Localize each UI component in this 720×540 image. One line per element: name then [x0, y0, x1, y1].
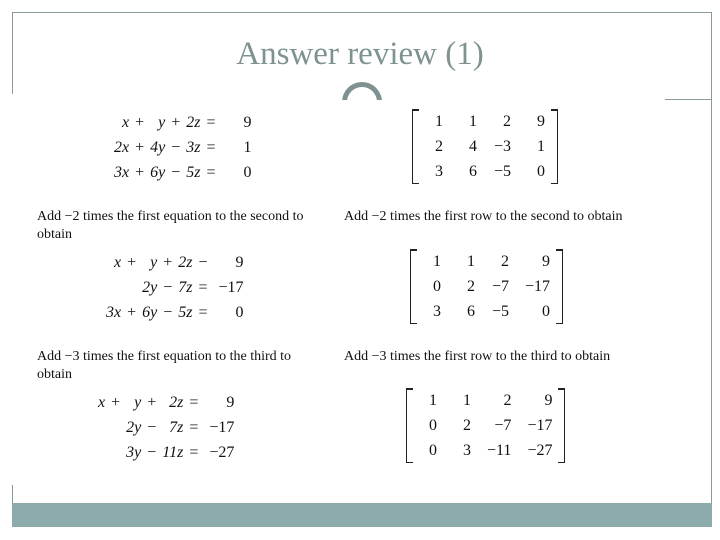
- equation-term: =: [206, 138, 216, 156]
- augmented-matrix: [410, 249, 563, 324]
- equation-term: 6y: [142, 303, 158, 321]
- matrix-entry: 2: [463, 416, 471, 434]
- equation-system: [104, 250, 246, 325]
- equation-term: x: [98, 393, 106, 411]
- matrix-entry: −27: [527, 441, 553, 459]
- equation-row: [96, 440, 236, 465]
- matrix-entry: 1: [469, 112, 477, 130]
- equation-row: [104, 250, 246, 275]
- equation-row: [96, 415, 236, 440]
- equation-row: [112, 110, 254, 135]
- equation-term: [107, 415, 124, 440]
- equation-term: +: [163, 253, 173, 271]
- matrix-entry: 1: [433, 252, 441, 270]
- equation-term: −: [163, 303, 173, 321]
- matrix-row: [417, 159, 553, 184]
- matrix-entry: 0: [429, 441, 437, 459]
- equation-term: =: [189, 443, 199, 461]
- matrix-row: [411, 438, 560, 463]
- augmented-matrix: [406, 388, 565, 463]
- equation-row: [112, 160, 254, 185]
- equation-term: −: [147, 443, 157, 461]
- equation-term: 9: [235, 253, 244, 271]
- matrix-entry: −17: [525, 277, 551, 295]
- equation-row: [96, 390, 236, 415]
- frame-border: [12, 12, 712, 13]
- equation-term: [96, 415, 107, 440]
- footer-bar: [12, 503, 712, 527]
- equation-term: =: [206, 113, 216, 131]
- equation-term: 2x: [114, 138, 130, 156]
- matrix-entry: 1: [435, 112, 443, 130]
- equation-term: 0: [243, 163, 252, 181]
- matrix-entry: 2: [503, 112, 511, 130]
- equation-term: −17: [209, 418, 235, 436]
- equation-term: +: [135, 113, 145, 131]
- equation-term: y: [158, 113, 166, 131]
- equation-term: −: [163, 278, 173, 296]
- equation-term: 2z: [169, 393, 184, 411]
- equation-term: −: [171, 163, 181, 181]
- equation-system: [112, 110, 254, 185]
- matrix-entry: 0: [537, 162, 545, 180]
- matrix-entry: 3: [433, 302, 441, 320]
- equation-term: 3x: [106, 303, 122, 321]
- matrix-entry: 0: [429, 416, 437, 434]
- matrix-entry: 0: [433, 277, 441, 295]
- matrix-row: [415, 249, 558, 274]
- matrix-entry: 1: [429, 391, 437, 409]
- step-text-right: Add −3 times the first row to the third to obtain: [344, 349, 611, 364]
- equation-term: −: [198, 253, 208, 271]
- equation-term: y: [134, 393, 142, 411]
- equation-term: y: [150, 253, 158, 271]
- equation-term: 2z: [178, 253, 193, 271]
- equation-term: 2z: [186, 113, 201, 131]
- matrix-entry: 9: [537, 112, 545, 130]
- matrix-entry: 9: [544, 391, 553, 409]
- equation-term: 4y: [150, 138, 166, 156]
- equation-term: 9: [243, 113, 252, 131]
- equation-term: x: [122, 113, 130, 131]
- equation-term: [123, 275, 140, 300]
- equation-term: 5z: [178, 303, 193, 321]
- equation-term: +: [111, 393, 121, 411]
- matrix-entry: −7: [491, 277, 509, 295]
- frame-border: [12, 485, 13, 505]
- equation-term: 3z: [186, 138, 201, 156]
- equation-term: 0: [235, 303, 244, 321]
- equation-term: =: [206, 163, 216, 181]
- equation-term: +: [171, 113, 181, 131]
- arc-ornament-icon: [342, 82, 382, 122]
- matrix-entry: −17: [527, 416, 553, 434]
- matrix-entry: 6: [467, 302, 475, 320]
- matrix-entry: 1: [463, 391, 471, 409]
- equation-term: −: [147, 418, 157, 436]
- matrix-entry: 3: [435, 162, 443, 180]
- equation-term: =: [198, 278, 208, 296]
- frame-border: [711, 12, 712, 504]
- equation-term: 6y: [150, 163, 166, 181]
- step-text-left: Add −3 times the first equation to the third to obtain: [37, 349, 292, 382]
- equation-term: 1: [243, 138, 252, 156]
- equation-term: +: [135, 138, 145, 156]
- matrix-row: [415, 299, 558, 324]
- matrix-entry: 6: [469, 162, 477, 180]
- frame-divider: [665, 99, 712, 100]
- matrix-entry: −3: [493, 137, 511, 155]
- equation-term: 3y: [126, 443, 142, 461]
- equation-term: [107, 440, 124, 465]
- matrix-row: [417, 134, 553, 159]
- equation-term: [96, 440, 107, 465]
- equation-term: 11z: [162, 443, 184, 461]
- matrix-entry: 1: [467, 252, 475, 270]
- equation-term: =: [189, 418, 199, 436]
- matrix-entry: 3: [463, 441, 471, 459]
- equation-term: +: [127, 303, 137, 321]
- step-text-right: Add −2 times the first row to the second to obtain: [344, 209, 623, 224]
- equation-term: =: [198, 303, 208, 321]
- equation-term: 3x: [114, 163, 130, 181]
- equation-term: −: [171, 138, 181, 156]
- equation-term: +: [135, 163, 145, 181]
- matrix-entry: 2: [503, 391, 512, 409]
- equation-term: +: [147, 393, 157, 411]
- matrix-entry: −7: [494, 416, 512, 434]
- equation-term: 2y: [126, 418, 142, 436]
- matrix-row: [417, 109, 553, 134]
- matrix-row: [415, 274, 558, 299]
- matrix-entry: 2: [467, 277, 475, 295]
- matrix-row: [411, 413, 560, 438]
- matrix-entry: −5: [491, 302, 509, 320]
- equation-term: +: [127, 253, 137, 271]
- matrix-row: [411, 388, 560, 413]
- augmented-matrix: [412, 109, 558, 184]
- equation-term: x: [114, 253, 122, 271]
- equation-term: =: [189, 393, 199, 411]
- matrix-entry: 4: [469, 137, 477, 155]
- equation-system: [96, 390, 236, 465]
- equation-row: [112, 135, 254, 160]
- equation-term: 7z: [169, 418, 184, 436]
- step-text-left: Add −2 times the first equation to the second to obtain: [37, 209, 304, 242]
- equation-term: 5z: [186, 163, 201, 181]
- equation-term: 7z: [178, 278, 193, 296]
- matrix-entry: 9: [542, 252, 551, 270]
- slide-title: Answer review (1): [236, 36, 484, 72]
- equation-term: 2y: [142, 278, 158, 296]
- equation-row: [104, 300, 246, 325]
- matrix-entry: 1: [537, 137, 545, 155]
- matrix-entry: 2: [501, 252, 509, 270]
- matrix-entry: −5: [493, 162, 511, 180]
- equation-term: 9: [226, 393, 235, 411]
- matrix-entry: 0: [542, 302, 551, 320]
- matrix-entry: −11: [487, 441, 512, 459]
- matrix-entry: 2: [435, 137, 443, 155]
- equation-term: [104, 275, 123, 300]
- equation-row: [104, 275, 246, 300]
- equation-term: −17: [218, 278, 244, 296]
- equation-term: −27: [209, 443, 235, 461]
